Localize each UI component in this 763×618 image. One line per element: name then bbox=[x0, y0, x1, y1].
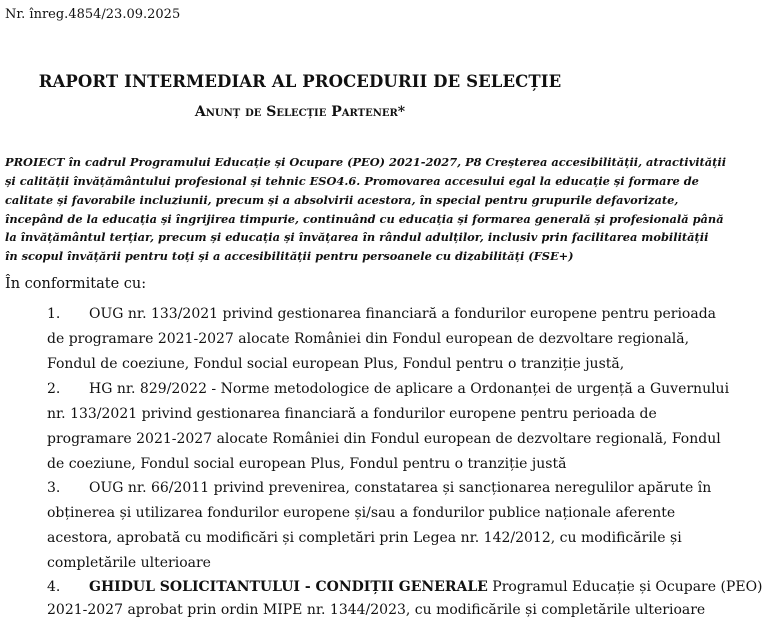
list-item-line: HG nr. 829/2022 - Norme metodologice de aplicare a Ordonanței de urgență a Guvernului bbox=[89, 381, 730, 397]
registration-number: Nr. înreg.4854/23.09.2025 bbox=[5, 7, 181, 22]
list-item-line: Fondul de coeziune, Fondul social european Plus, Fondul pentru o tranziție justă, bbox=[47, 356, 625, 372]
list-item-line: completările ulterioare bbox=[47, 555, 211, 571]
guide-title-rest: Programul Educație și Ocupare (PEO) bbox=[487, 579, 763, 595]
list-item-line: de programare 2021-2027 alocate României din Fondul european de dezvoltare regională, bbox=[47, 331, 690, 347]
project-line: în scopul învățării pentru toți și a accesibilității pentru persoanele cu dizabilități (FSE+) bbox=[5, 249, 574, 263]
list-item-line: 2021-2027 aprobat prin ordin MIPE nr. 1344/2023, cu modificările și completările ulterioare bbox=[47, 602, 706, 618]
list-item-line: de coeziune, Fondul social european Plus, Fondul pentru o tranziție justă bbox=[47, 456, 567, 472]
list-item-number: 2. bbox=[47, 381, 61, 397]
project-line: calitate și favorabile incluziunii, precum și a absolvirii acestora, în special pentru grupurile defavorizate, bbox=[5, 193, 679, 207]
document-title: RAPORT INTERMEDIAR AL PROCEDURII DE SELECȚIE bbox=[38, 72, 562, 91]
project-line: la învățământul terțiar, precum și educația și învățarea în rândul adulților, inclusiv prin facilitarea mobilității bbox=[5, 230, 709, 244]
list-item-line: obținerea și utilizarea fondurilor europene și/sau a fondurilor publice naționale aferente bbox=[47, 505, 676, 521]
project-line: începând de la educația și îngrijirea timpurie, continuând cu educația și formarea generală și profesională până bbox=[5, 212, 724, 226]
list-item-line bbox=[89, 579, 763, 595]
guide-title: GHIDUL SOLICITANTULUI - CONDIȚII GENERALE bbox=[89, 579, 488, 595]
list-item-line: nr. 133/2021 privind gestionarea financiară a fondurilor europene pentru perioada de bbox=[47, 406, 657, 422]
list-item-line: acestora, aprobată cu modificări și completări prin Legea nr. 142/2012, cu modificările și bbox=[47, 530, 682, 546]
conformity-label: În conformitate cu: bbox=[5, 276, 147, 292]
project-line: și calității învățământului profesional și tehnic ESO4.6. Promovarea accesului egal la educație și formare de bbox=[5, 174, 699, 188]
project-line: PROIECT în cadrul Programului Educație și Ocupare (PEO) 2021-2027, P8 Creșterea accesibilității, atractivității bbox=[5, 155, 727, 169]
list-item-number: 1. bbox=[47, 306, 61, 322]
list-item-line: OUG nr. 133/2021 privind gestionarea financiară a fondurilor europene pentru perioada bbox=[89, 306, 717, 322]
list-item-number: 4. bbox=[47, 579, 61, 595]
list-item-line: programare 2021-2027 alocate României din Fondul european de dezvoltare regională, Fondul bbox=[47, 431, 721, 447]
document-subtitle: Anunț de Selecție Partener* bbox=[194, 104, 406, 120]
list-item-line: OUG nr. 66/2011 privind prevenirea, constatarea și sancționarea neregulilor apărute în bbox=[89, 480, 712, 496]
list-item-number: 3. bbox=[47, 480, 61, 496]
